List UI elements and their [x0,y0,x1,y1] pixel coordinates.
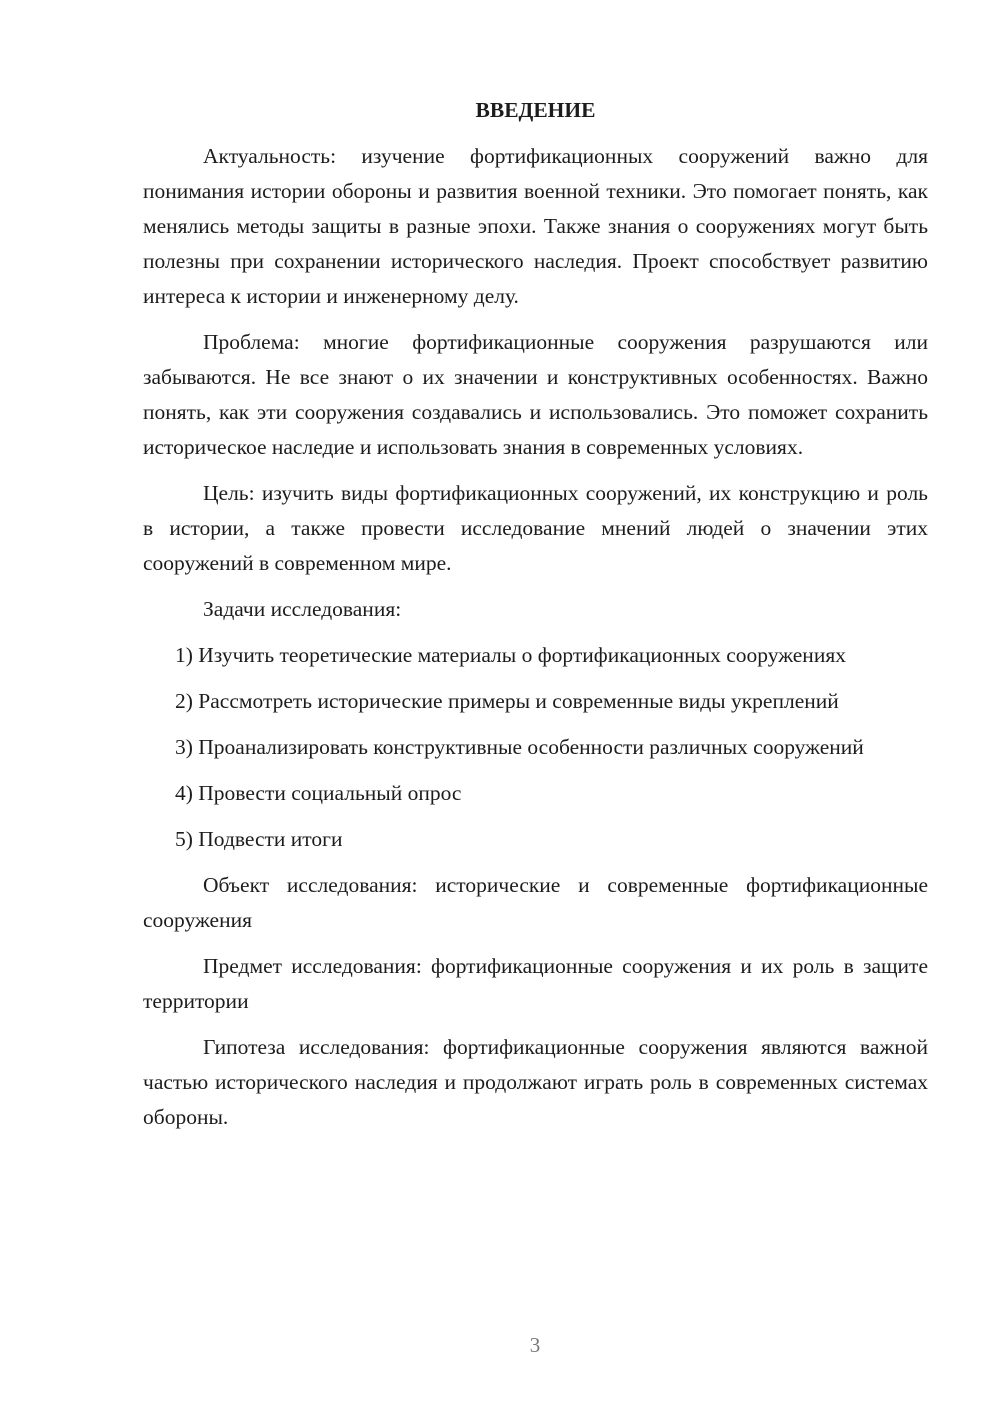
problem-paragraph: Проблема: многие фортификационные сооружения разрушаются или забываются. Не все знают о их значении и конструктивных особенностях. Важно понять, как эти сооружения создавались и использовались. Это поможет сохранить историческое наследие и использовать знания в современных условиях. [143,330,928,459]
task-item-5: 5) Подвести итоги [175,827,343,851]
page-number: 3 [529,1333,541,1357]
task-item-2: 2) Рассмотреть исторические примеры и современные виды укреплений [175,689,839,713]
hypothesis-paragraph: Гипотеза исследования: фортификационные сооружения являются важной частью исторического наследия и продолжают играть роль в современных системах обороны. [143,1035,928,1129]
goal-paragraph: Цель: изучить виды фортификационных сооружений, их конструкцию и роль в истории, а также провести исследование мнений людей о значении этих сооружений в современном мире. [143,481,928,575]
task-item-1: 1) Изучить теоретические материалы о фортификационных сооружениях [175,643,846,667]
task-item-3: 3) Проанализировать конструктивные особенности различных сооружений [175,735,864,759]
page-content [143,93,928,1146]
section-heading: ВВЕДЕНИЕ [475,98,596,122]
object-paragraph: Объект исследования: исторические и современные фортификационные сооружения [143,873,928,932]
task-item-4: 4) Провести социальный опрос [175,781,462,805]
tasks-title: Задачи исследования: [203,597,402,621]
tasks-list [143,638,928,857]
subject-paragraph: Предмет исследования: фортификационные сооружения и их роль в защите территории [143,954,928,1013]
relevance-paragraph: Актуальность: изучение фортификационных сооружений важно для понимания истории обороны и развития военной техники. Это помогает понять, как менялись методы защиты в разные эпохи. Также знания о сооружениях могут быть полезны при сохранении исторического наследия. Проект способствует развитию интереса к истории и инженерному делу. [143,144,928,308]
